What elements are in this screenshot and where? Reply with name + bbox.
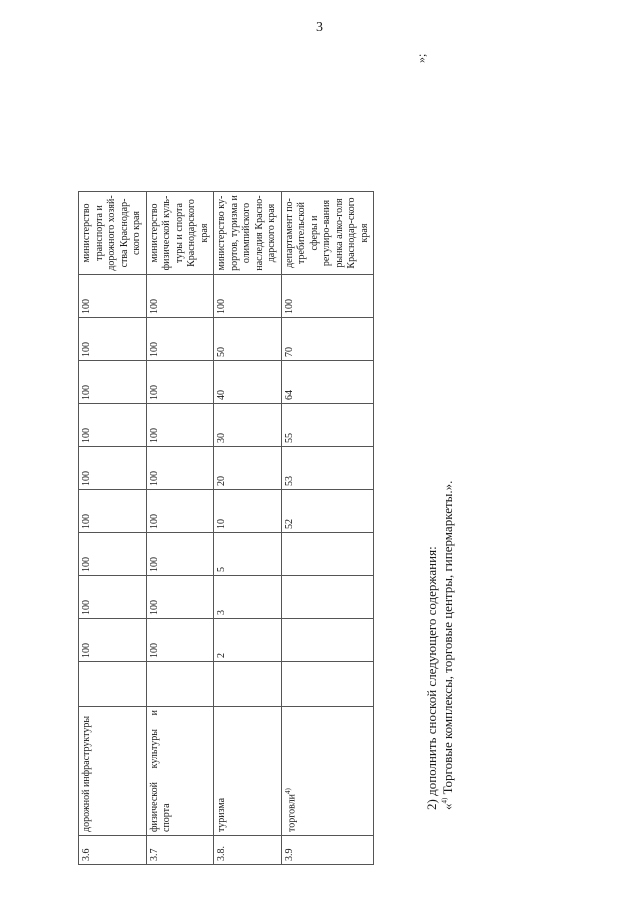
value-cell: 52: [281, 490, 374, 533]
value-cell: 100: [146, 619, 214, 662]
footnote-block: [424, 481, 457, 810]
value-cell: 20: [214, 447, 282, 490]
value-cell: 53: [281, 447, 374, 490]
footnote-marker: 4): [440, 797, 449, 804]
row-name-line2: спорта: [161, 803, 172, 832]
empty-cell: [79, 662, 147, 707]
value-cell: 100: [146, 275, 214, 318]
row-name: дорожной инфраструктуры: [79, 707, 147, 836]
value-cell: 2: [214, 619, 282, 662]
value-cell: 100: [79, 619, 147, 662]
empty-cell: [214, 662, 282, 707]
row-name-word: и: [148, 710, 160, 716]
value-cell: 3: [214, 576, 282, 619]
page-number: 3: [316, 20, 323, 35]
value-cell: [281, 533, 374, 576]
row-name-text: торговли: [285, 793, 297, 832]
footnote-instruction: 2) дополнить сноской следующего содержания:: [424, 546, 439, 810]
table-row: [214, 192, 282, 865]
responsible-body: департамент по-требительской сферы и регулиро-вания рынка алко-голя Краснодар-ского края: [281, 192, 374, 275]
row-name: [281, 707, 374, 836]
footnote-ref: 4): [283, 788, 292, 794]
row-name-word: культуры: [148, 728, 160, 769]
value-cell: 100: [79, 533, 147, 576]
value-cell: [281, 619, 374, 662]
value-cell: 100: [79, 404, 147, 447]
value-cell: 70: [281, 318, 374, 361]
value-cell: 64: [281, 361, 374, 404]
empty-cell: [146, 662, 214, 707]
row-number: 3.6: [79, 836, 147, 865]
value-cell: 30: [214, 404, 282, 447]
footnote-text: Торговые комплексы, торговые центры, гипермаркеты.».: [440, 480, 456, 798]
value-cell: 100: [146, 318, 214, 361]
row-number: 3.9: [281, 836, 374, 865]
responsible-body: министерство транспорта и дорожного хозяй-ства Краснодар-ского края: [79, 192, 147, 275]
value-cell: 100: [146, 404, 214, 447]
value-cell: 100: [146, 447, 214, 490]
value-cell: 100: [79, 361, 147, 404]
row-name: [146, 707, 214, 836]
value-cell: 100: [146, 361, 214, 404]
value-cell: 5: [214, 533, 282, 576]
value-cell: 40: [214, 361, 282, 404]
responsible-body: министерство физической куль-туры и спорта Краснодарского края: [146, 192, 214, 275]
value-cell: 50: [214, 318, 282, 361]
value-cell: 100: [146, 576, 214, 619]
row-name-word: физической: [148, 782, 160, 832]
closing-quote: »;: [414, 53, 428, 63]
row-number: 3.8.: [214, 836, 282, 865]
value-cell: 100: [79, 447, 147, 490]
value-cell: 100: [79, 490, 147, 533]
value-cell: 10: [214, 490, 282, 533]
value-cell: 100: [146, 533, 214, 576]
value-cell: 100: [281, 275, 374, 318]
footnote-text-line: [440, 481, 456, 810]
value-cell: 100: [146, 490, 214, 533]
table-row: [146, 192, 214, 865]
value-cell: 100: [214, 275, 282, 318]
value-cell: 100: [79, 318, 147, 361]
open-quote: «: [440, 803, 456, 810]
empty-cell: [281, 662, 374, 707]
table-row: [79, 192, 147, 865]
row-number: 3.7: [146, 836, 214, 865]
value-cell: 55: [281, 404, 374, 447]
row-name: туризма: [214, 707, 282, 836]
value-cell: [281, 576, 374, 619]
value-cell: 100: [79, 275, 147, 318]
indicator-table: [78, 191, 374, 865]
table-row: [281, 192, 374, 865]
value-cell: 100: [79, 576, 147, 619]
responsible-body: министерство ку-рортов, туризма и олимпийского наследия Красно-дарского края: [214, 192, 282, 275]
